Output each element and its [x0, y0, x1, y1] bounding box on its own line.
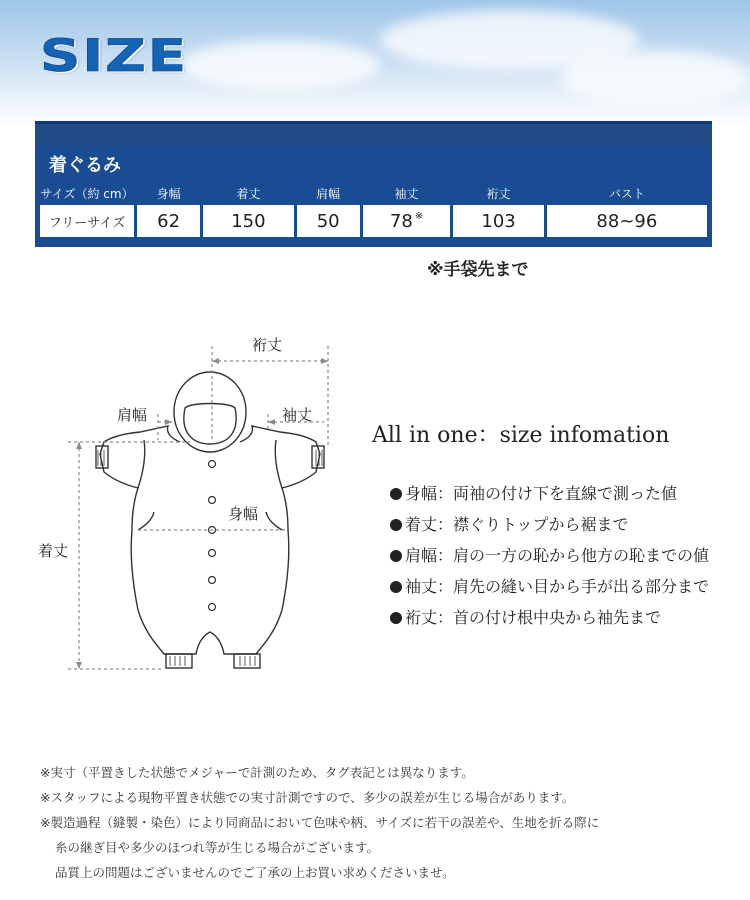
measurement-definitions: [390, 478, 709, 633]
column-header: バスト: [547, 184, 707, 202]
product-type-title: 着ぐるみ: [49, 155, 121, 176]
list-item: [390, 478, 709, 509]
arrowhead-icon: [212, 358, 219, 364]
glove-note: ※手袋先まで: [427, 260, 529, 280]
right-sleeve-inner: [275, 440, 282, 488]
arrowhead-icon: [165, 419, 172, 425]
note-line: ※実寸（平置きした状態でメジャーで計測のため、タグ表記とは異なります。: [40, 765, 474, 780]
measurement-notes: [40, 760, 599, 885]
sleeve-label: 袖丈: [282, 406, 313, 424]
table-header-row: [40, 184, 707, 202]
bullet-icon: [390, 519, 402, 531]
button-icon: [209, 604, 216, 611]
column-header: 身幅: [137, 184, 200, 202]
item-text: ：襟ぐりトップから裾まで: [437, 515, 629, 534]
cloud: [560, 50, 750, 105]
item-label: 身幅: [405, 484, 438, 503]
list-item: [390, 509, 709, 540]
item-text: ：肩先の縫い目から手が出る部分まで: [437, 577, 710, 596]
arrowhead-icon: [76, 662, 82, 669]
item-label: 肩幅: [405, 546, 438, 565]
list-item: [390, 571, 709, 602]
length-label: 着丈: [38, 542, 69, 560]
body-width-label: 身幅: [228, 505, 259, 523]
arrowhead-icon: [76, 442, 82, 449]
bullet-icon: [390, 550, 402, 562]
size-name-cell: フリーサイズ: [40, 205, 134, 237]
list-item: [390, 602, 709, 633]
panel-header-bar: [35, 121, 712, 146]
column-header: 裄丈: [453, 184, 543, 202]
note-line: 品質上の問題はございませんのでご了承の上お買い求めくださいませ。: [55, 865, 455, 880]
info-title: All in one：size infomation: [372, 423, 670, 448]
bullet-icon: [390, 488, 402, 500]
garment-outline: [100, 426, 320, 654]
column-header: 着丈: [203, 184, 293, 202]
size-table-panel: [35, 121, 712, 247]
value-cell: 103: [453, 205, 543, 237]
button-icon: [209, 497, 216, 504]
sleeve-value: 78: [389, 210, 413, 232]
table-row: [40, 205, 707, 237]
arrowhead-icon: [321, 358, 328, 364]
column-header: 肩幅: [297, 184, 360, 202]
item-text: ：首の付け根中央から袖先まで: [437, 608, 662, 627]
bullet-icon: [390, 612, 402, 624]
left-sleeve-inner: [138, 440, 145, 488]
list-item: [390, 540, 709, 571]
buttons: [209, 461, 216, 611]
item-text: ：両袖の付け下を直線で測った値: [437, 484, 678, 503]
button-icon: [209, 461, 216, 468]
arrowhead-icon: [268, 419, 275, 425]
button-icon: [209, 577, 216, 584]
yuki-label: 裄丈: [252, 336, 283, 354]
left-waist-curve: [138, 512, 154, 530]
item-label: 袖丈: [405, 577, 438, 596]
face-opening: [184, 404, 236, 445]
column-header: サイズ（約 cm）: [40, 184, 134, 202]
size-logo: SIZE: [40, 30, 189, 82]
cloud: [180, 40, 380, 90]
value-cell: 88~96: [547, 205, 707, 237]
value-cell: 50: [297, 205, 360, 237]
item-text: ：肩の一方の恥から他方の恥までの値: [437, 546, 710, 565]
right-waist-curve: [266, 512, 282, 530]
shoulder-label: 肩幅: [117, 406, 148, 424]
value-cell: 150: [203, 205, 293, 237]
column-header: 袖丈: [363, 184, 451, 202]
bullet-icon: [390, 581, 402, 593]
value-cell: 62: [137, 205, 200, 237]
size-table: [37, 181, 710, 240]
sleeve-note-mark: ※: [414, 210, 424, 222]
button-icon: [209, 550, 216, 557]
garment-diagram: [20, 320, 360, 680]
note-line: ※スタッフによる現物平置き状態での実寸計測ですので、多少の誤差が生じる場合があります。: [40, 790, 575, 805]
arrowheads: [76, 358, 328, 669]
item-label: 裄丈: [405, 608, 438, 627]
note-line: ※製造過程（縫製・染色）により同商品において色味や柄、サイズに若干の誤差や、生地を折る際に: [40, 815, 600, 830]
value-cell: [363, 205, 451, 237]
item-label: 着丈: [405, 515, 438, 534]
right-ankle-cuff: [234, 654, 260, 668]
note-line: 糸の継ぎ目や多少のほつれ等が生じる場合がございます。: [55, 840, 380, 855]
